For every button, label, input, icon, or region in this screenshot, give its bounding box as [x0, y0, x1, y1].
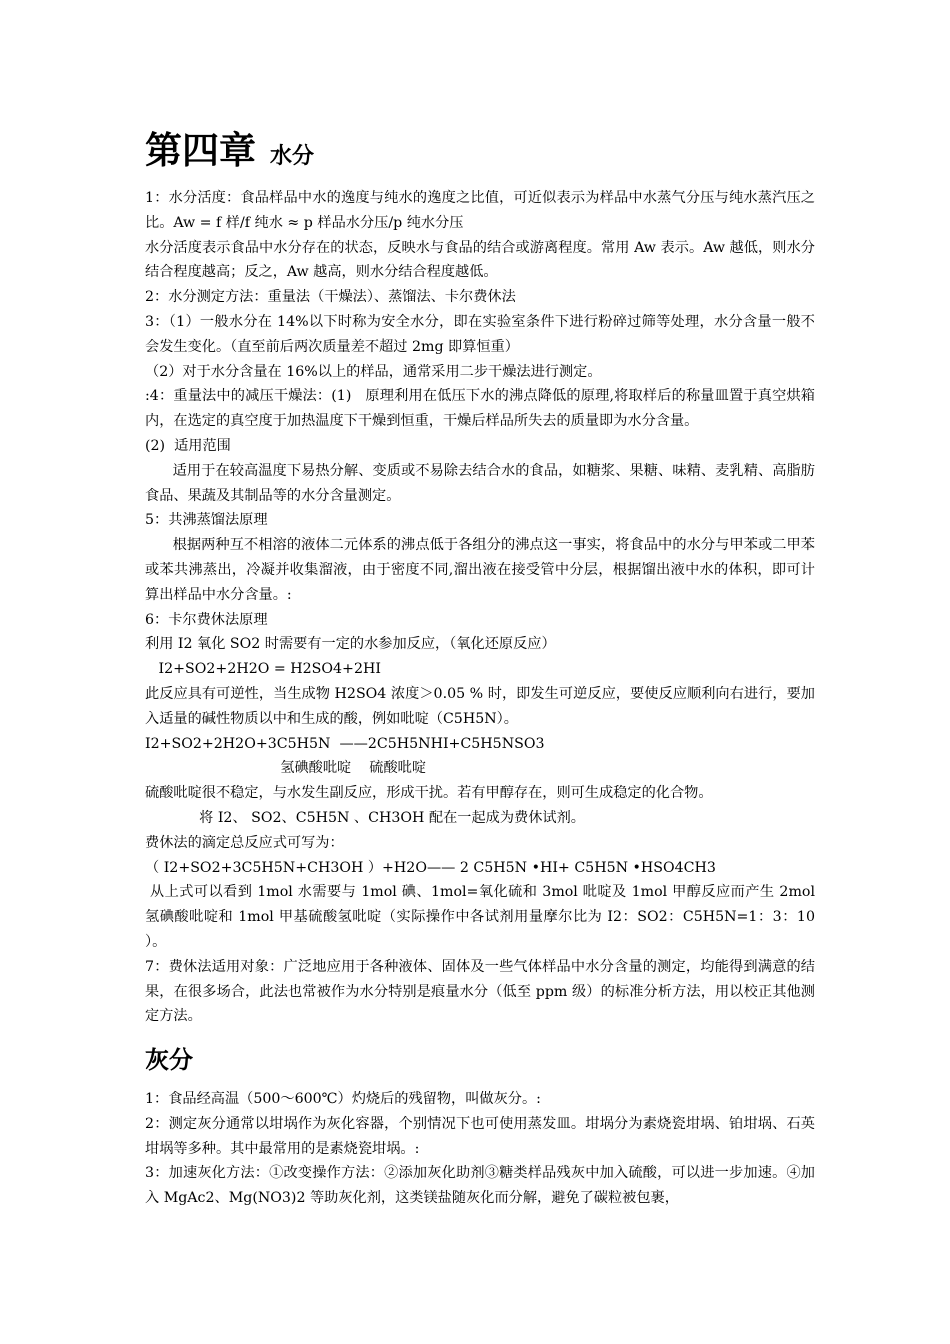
paragraph: （2）对于水分含量在 16%以上的样品，通常采用二步干燥法进行测定。: [145, 363, 602, 380]
equation: I2+SO2+2H2O = H2SO4+2HI: [145, 661, 381, 678]
paragraph: 3：加速灰化方法：①改变操作方法：②添加灰化助剂③糖类样品残灰中加入硫酸，可以进一步加速。④加入 MgAc2、Mg(NO3)2 等助灰化剂，这类镁盐随灰化而分解，避免了碳粒被包裹，: [145, 1165, 815, 1207]
paragraph: 此反应具有可逆性，当生成物 H2SO4 浓度＞0.05 % 时，即发生可逆反应，要使反应顺利向右进行，要加入适量的碱性物质以中和生成的酸，例如吡啶（C5H5N）。: [145, 685, 815, 727]
paragraph: 适用于在较高温度下易热分解、变质或不易除去结合水的食品，如糖浆、果糖、味精、麦乳精、高脂肪食品、果蔬及其制品等的水分含量测定。: [145, 462, 815, 504]
paragraph: 2：水分测定方法：重量法（干燥法）、蒸馏法、卡尔费休法: [145, 289, 516, 306]
paragraph: (2) 适用范围: [145, 437, 231, 454]
paragraph: 硫酸吡啶很不稳定，与水发生副反应，形成干扰。若有甲醇存在，则可生成稳定的化合物。: [145, 785, 713, 802]
paragraph: 3：（1）一般水分在 14%以下时称为安全水分，即在实验室条件下进行粉碎过筛等处理，水分含量一般不会发生变化。（直至前后两次质量差不超过 2mg 即算恒重）: [145, 313, 815, 355]
paragraph: 水分活度表示食品中水分存在的状态，反映水与食品的结合或游离程度。常用 Aw 表示。Aw 越低，则水分结合程度越高；反之，Aw 越高，则水分结合程度越低。: [145, 239, 815, 281]
paragraph: 费休法的滴定总反应式可写为：: [145, 834, 344, 851]
paragraph: 6：卡尔费休法原理: [145, 611, 268, 628]
paragraph: 1：水分活度：食品样品中水的逸度与纯水的逸度之比值，可近似表示为样品中水蒸气分压与纯水蒸汽压之比。Aw = f 样/f 纯水 ≈ p 样品水分压/p 纯水分压: [145, 190, 815, 231]
chapter-title-sub: 水分: [270, 144, 315, 169]
paragraph: :4：重量法中的减压干燥法：(1) 原理利用在低压下水的沸点降低的原理,将取样后的称量皿置于真空烘箱内，在选定的真空度于加热温度下干燥到恒重，干燥后样品所失去的质量即为水分含量。: [145, 388, 815, 430]
paragraph: 从上式可以看到 1mol 水需要与 1mol 碘、1mol=氧化硫和 3mol 吡啶及 1mol 甲醇反应而产生 2mol 氢碘酸吡啶和 1mol 甲基硫酸氢吡啶（实际操作中各试剂用量摩尔比为 I2：SO2：C5H5N=1：3：10 ）。: [145, 884, 820, 950]
paragraph: 7：费休法适用对象：广泛地应用于各种液体、固体及一些气体样品中水分含量的测定，均能得到满意的结果，在很多场合，此法也常被作为水分特别是痕量水分（低至 ppm 级）的标准分析方法，用以校正其他测定方法。: [145, 958, 815, 1025]
paragraph: 1：食品经高温（500～600℃）灼烧后的残留物，叫做灰分。:: [145, 1091, 541, 1108]
section-ash: [145, 1087, 815, 1211]
paragraph: 2：测定灰分通常以坩埚作为灰化容器，个别情况下也可使用蒸发皿。坩埚分为素烧瓷坩埚、铂坩埚、石英坩埚等多种。其中最常用的是素烧瓷坩埚。:: [145, 1115, 815, 1157]
section-water: [145, 186, 820, 1029]
equation: （ I2+SO2+3C5H5N+CH3OH ）+H2O—— 2 C5H5N •HI+ C5H5N •HSO4CH3: [145, 859, 716, 876]
equation: I2+SO2+2H2O+3C5H5N ——2C5H5NHI+C5H5NSO3: [145, 735, 545, 752]
chapter-title-main: 第四章: [145, 128, 256, 172]
paragraph: 将 I2、 SO2、C5H5N 、CH3OH 配在一起成为费休试剂。: [145, 809, 585, 826]
document-body: [145, 128, 820, 1211]
paragraph: 5：共沸蒸馏法原理: [145, 512, 268, 529]
paragraph: 利用 I2 氧化 SO2 时需要有一定的水参加反应，（氧化还原反应）: [145, 636, 556, 653]
section-heading-ash: 灰分: [145, 1046, 193, 1075]
chapter-title: [145, 128, 815, 180]
equation-labels: 氢碘酸吡啶 硫酸吡啶: [145, 760, 427, 777]
paragraph: 根据两种互不相溶的液体二元体系的沸点低于各组分的沸点这一事实，将食品中的水分与甲苯或二甲苯或苯共沸蒸出，冷凝并收集溜液，由于密度不同,溜出液在接受管中分层，根据馏出液中水的体积，即可计算出样品中水分含量。:: [145, 537, 815, 603]
